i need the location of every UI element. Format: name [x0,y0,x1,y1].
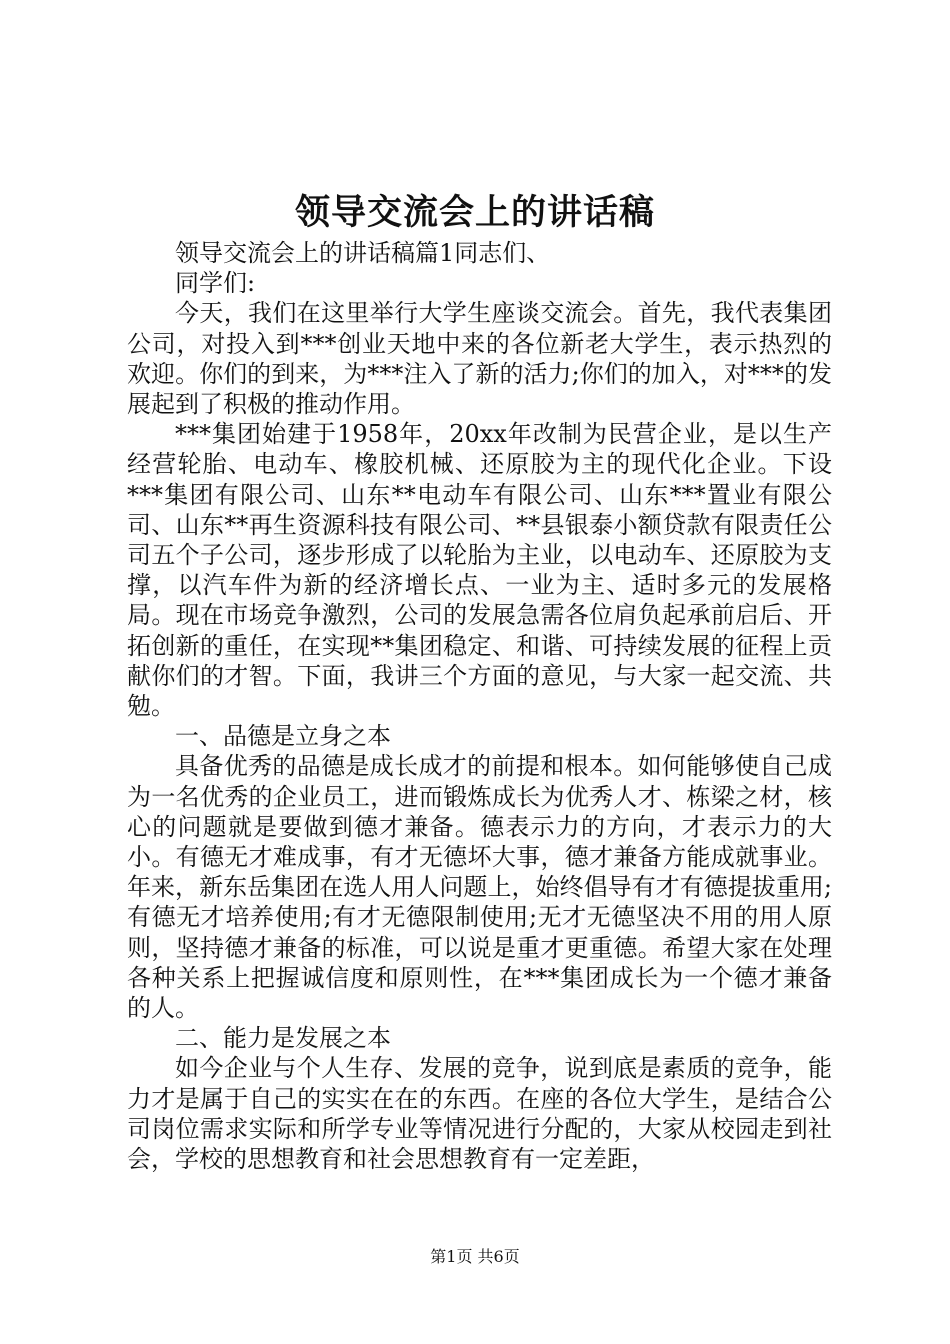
document-body [127,238,832,1174]
section-heading-2: 二、能力是发展之本 [175,1024,391,1053]
document-title: 领导交流会上的讲话稿 [294,192,655,233]
section-heading-1: 一、品德是立身之本 [175,722,391,751]
paragraph-welcome: 今天，我们在这里举行大学生座谈交流会。首先，我代表集团公司，对投入到***创业天地中来的各位新老大学生，表示热烈的欢迎。你们的到来，为***注入了新的活力;你们的加入，对***的发展起到了积极的推动作用。 [127,299,832,419]
paragraph-greeting-1: 领导交流会上的讲话稿篇1同志们、 [175,239,551,267]
paragraph-morality: 具备优秀的品德是成长成才的前提和根本。如何能够使自己成为一名优秀的企业员工，进而锻炼成长为优秀人才、栋梁之材，核心的问题就是要做到德才兼备。德表示力的方向，才表示力的大小。有德无才难成事，有才无德坏大事，德才兼备方能成就事业。年来，新东岳集团在选人用人问题上，始终倡导有才有德提拔重用;有德无才培养使用;有才无德限制使用;无才无德坚决不用的用人原则，坚持德才兼备的标准，可以说是重才更重德。希望大家在处理各种关系上把握诚信度和原则性，在***集团成长为一个德才兼备的人。 [127,752,832,1023]
page-footer: 第1页 共6页 [430,1247,520,1266]
paragraph-ability: 如今企业与个人生存、发展的竞争，说到底是素质的竞争，能力才是属于自己的实实在在的东西。在座的各位大学生，是结合公司岗位需求实际和所学专业等情况进行分配的，大家从校园走到社会，学校的思想教育和社会思想教育有一定差距， [127,1054,832,1174]
paragraph-greeting-2: 同学们: [175,269,256,298]
paragraph-company-intro: ***集团始建于1958年，20xx年改制为民营企业，是以生产经营轮胎、电动车、橡胶机械、还原胶为主的现代化企业。下设***集团有限公司、山东**电动车有限公司、山东***置业有限公司、山东**再生资源科技有限公司、**县银泰小额贷款有限责任公司五个子公司，逐步形成了以轮胎为主业，以电动车、还原胶为支撑，以汽车件为新的经济增长点、一业为主、适时多元的发展格局。现在市场竞争激烈，公司的发展急需各位肩负起承前启后、开拓创新的重任，在实现**集团稳定、和谐、可持续发展的征程上贡献你们的才智。下面，我讲三个方面的意见，与大家一起交流、共勉。 [127,420,832,721]
